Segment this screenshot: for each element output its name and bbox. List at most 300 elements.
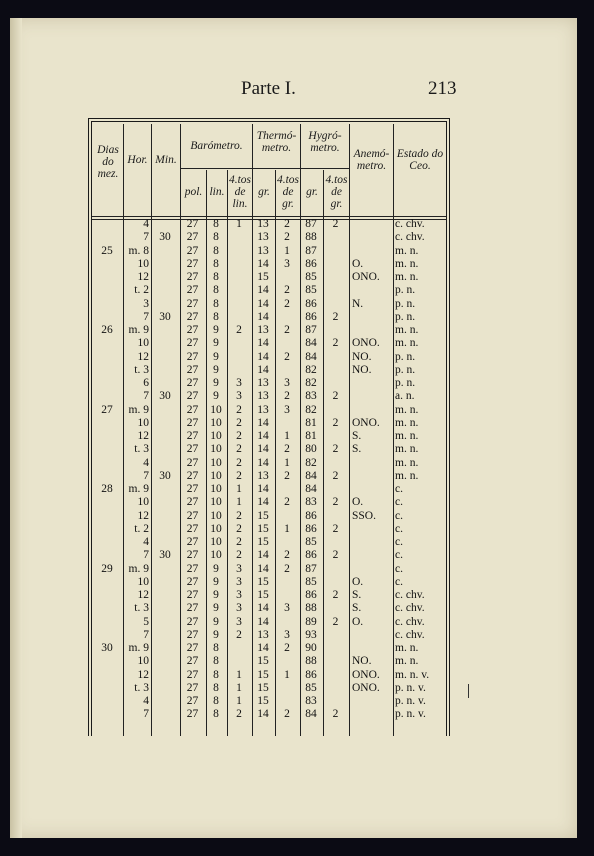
cell-anemometro: O. xyxy=(352,575,364,588)
cell-anemometro: S. xyxy=(352,602,362,615)
cell-pol: 27 xyxy=(186,218,199,230)
cell-estado: c. xyxy=(395,536,403,548)
cell-hygro-gr: 85 xyxy=(305,536,317,548)
cell-estado: m. n. xyxy=(395,271,419,283)
cell-thermo-gr: 13 xyxy=(257,377,269,389)
cell-estado: p. n. xyxy=(395,363,416,376)
cell-quartos-lin: 1 xyxy=(236,695,242,707)
cell-thermo-gr: 14 xyxy=(257,310,269,323)
cell-thermo-gr: 14 xyxy=(257,443,269,456)
cell-pol: 27 xyxy=(186,297,199,310)
cell-estado: p. n. v. xyxy=(395,695,426,707)
cell-hor: 5 xyxy=(143,615,149,628)
cell-pol: 27 xyxy=(186,642,199,654)
cell-hor: 10 xyxy=(137,257,149,270)
cell-lin: 10 xyxy=(210,496,222,509)
cell-dia: 29 xyxy=(101,562,113,575)
cell-thermo-quartos: 1 xyxy=(284,522,290,535)
cell-hygro-gr: 83 xyxy=(305,390,317,403)
cell-lin: 9 xyxy=(213,589,219,601)
cell-lin: 9 xyxy=(213,390,219,403)
header-dias: Dias do mez. xyxy=(97,144,119,180)
cell-hor: 10 xyxy=(137,416,149,429)
cell-quartos-lin: 2 xyxy=(236,536,242,548)
cell-thermo-gr: 13 xyxy=(257,324,269,336)
cell-estado: m. n. xyxy=(395,337,419,350)
cell-pol: 27 xyxy=(186,536,199,548)
cell-thermo-gr: 14 xyxy=(257,642,269,654)
header-quartos-gr-thermo: 4.tos de gr. xyxy=(276,174,300,210)
cell-anemometro: N. xyxy=(352,297,364,310)
cell-thermo-gr: 13 xyxy=(257,231,269,244)
cell-pol: 27 xyxy=(186,549,199,562)
cell-hygro-quartos: 2 xyxy=(332,589,339,601)
cell-hor: 12 xyxy=(137,430,149,442)
cell-pol: 27 xyxy=(186,350,199,363)
header-bottom-rule xyxy=(92,216,446,217)
cell-hygro-gr: 81 xyxy=(305,430,317,442)
cell-pol: 27 xyxy=(186,244,199,257)
cell-estado: c. chv. xyxy=(395,218,425,230)
cell-thermo-quartos: 2 xyxy=(284,496,290,509)
cell-thermo-gr: 14 xyxy=(257,602,269,615)
cell-hor: 12 xyxy=(137,509,149,522)
cell-estado: c. xyxy=(395,522,403,535)
cell-thermo-gr: 15 xyxy=(257,589,269,601)
cell-hor: 7 xyxy=(143,708,149,721)
cell-thermo-quartos: 2 xyxy=(284,469,290,482)
cell-hor: 12 xyxy=(137,271,149,283)
cell-pol: 27 xyxy=(186,271,199,283)
cell-pol: 27 xyxy=(186,363,199,376)
cell-hygro-gr: 84 xyxy=(305,708,317,721)
cell-estado: c. chv. xyxy=(395,589,425,601)
cell-lin: 10 xyxy=(210,430,222,442)
cell-quartos-lin: 3 xyxy=(236,390,242,403)
cell-estado: c. chv. xyxy=(395,615,425,628)
cell-hygro-quartos: 2 xyxy=(332,337,339,350)
cell-anemometro: ONO. xyxy=(352,668,380,681)
cell-lin: 9 xyxy=(213,615,219,628)
cell-thermo-quartos: 2 xyxy=(284,297,290,310)
cell-anemometro: S. xyxy=(352,430,362,442)
cell-estado: c. xyxy=(395,549,403,562)
cell-thermo-gr: 15 xyxy=(257,655,269,668)
cell-estado: c. xyxy=(395,483,403,495)
cell-hygro-quartos: 2 xyxy=(332,708,339,721)
cell-hygro-gr: 90 xyxy=(305,642,317,654)
cell-lin: 8 xyxy=(213,668,219,681)
cell-lin: 9 xyxy=(213,628,219,641)
cell-quartos-lin: 1 xyxy=(236,218,242,230)
cell-quartos-lin: 2 xyxy=(236,443,242,456)
cell-quartos-lin: 3 xyxy=(236,589,242,601)
cell-hor: 7 xyxy=(143,231,149,244)
cell-pol: 27 xyxy=(186,443,199,456)
cell-thermo-quartos: 2 xyxy=(284,708,290,721)
cell-estado: c. xyxy=(395,575,403,588)
cell-hor: m. 8 xyxy=(128,244,149,257)
cell-pol: 27 xyxy=(186,562,199,575)
cell-lin: 10 xyxy=(210,509,222,522)
cell-hygro-gr: 85 xyxy=(305,681,317,694)
cell-hygro-gr: 86 xyxy=(305,522,317,535)
cell-estado: m. n. xyxy=(395,469,419,482)
cell-lin: 8 xyxy=(213,231,219,244)
cell-thermo-gr: 15 xyxy=(257,271,269,283)
cell-hygro-gr: 83 xyxy=(305,695,317,707)
cell-quartos-lin: 3 xyxy=(236,615,242,628)
cell-thermo-quartos: 3 xyxy=(284,377,290,389)
cell-lin: 8 xyxy=(213,655,219,668)
cell-thermo-quartos: 2 xyxy=(284,231,290,244)
cell-lin: 9 xyxy=(213,562,219,575)
cell-hygro-gr: 84 xyxy=(305,337,317,350)
cell-quartos-lin: 2 xyxy=(236,549,242,562)
cell-lin: 9 xyxy=(213,377,219,389)
cell-lin: 9 xyxy=(213,324,219,336)
cell-pol: 27 xyxy=(186,416,199,429)
cell-hygro-gr: 86 xyxy=(305,257,317,270)
cell-pol: 27 xyxy=(186,430,199,442)
cell-anemometro: ONO. xyxy=(352,337,380,350)
cell-hor: t. 3 xyxy=(134,602,149,615)
cell-quartos-lin: 2 xyxy=(236,469,242,482)
cell-hor: 10 xyxy=(137,496,149,509)
cell-thermo-gr: 15 xyxy=(257,509,269,522)
cell-hygro-gr: 82 xyxy=(305,456,317,469)
cell-min: 30 xyxy=(159,310,171,323)
cell-quartos-lin: 2 xyxy=(236,509,242,522)
cell-thermo-quartos: 2 xyxy=(284,350,290,363)
cell-pol: 27 xyxy=(186,681,199,694)
cell-hygro-gr: 86 xyxy=(305,589,317,601)
cell-anemometro: ONO. xyxy=(352,416,380,429)
cell-hor: 10 xyxy=(137,575,149,588)
cell-pol: 27 xyxy=(186,628,199,641)
cell-thermo-gr: 15 xyxy=(257,668,269,681)
cell-hygro-quartos: 2 xyxy=(332,443,339,456)
cell-hygro-quartos: 2 xyxy=(332,469,339,482)
cell-hygro-gr: 87 xyxy=(305,324,317,336)
cell-lin: 9 xyxy=(213,350,219,363)
header-hygrometro: Hygró- metro. xyxy=(308,130,342,154)
cell-hor: 3 xyxy=(143,297,149,310)
cell-hor: 6 xyxy=(143,377,149,389)
cell-pol: 27 xyxy=(186,708,199,721)
cell-pol: 27 xyxy=(186,589,199,601)
cell-estado: m. n. xyxy=(395,403,419,416)
cell-thermo-quartos: 2 xyxy=(284,218,290,230)
cell-pol: 27 xyxy=(186,483,199,495)
cell-lin: 10 xyxy=(210,469,222,482)
cell-anemometro: ONO. xyxy=(352,681,380,694)
cell-thermo-gr: 15 xyxy=(257,536,269,548)
cell-pol: 27 xyxy=(186,522,199,535)
cell-hygro-gr: 87 xyxy=(305,218,317,230)
cell-anemometro: S. xyxy=(352,443,362,456)
cell-lin: 8 xyxy=(213,708,219,721)
cell-thermo-quartos: 3 xyxy=(284,257,290,270)
cell-hygro-gr: 85 xyxy=(305,575,317,588)
cell-lin: 8 xyxy=(213,218,219,230)
cell-thermo-gr: 13 xyxy=(257,628,269,641)
cell-pol: 27 xyxy=(186,257,199,270)
cell-estado: c. chv. xyxy=(395,628,425,641)
cell-hor: t. 2 xyxy=(134,284,149,297)
cell-hygro-gr: 88 xyxy=(305,655,317,668)
cell-lin: 8 xyxy=(213,681,219,694)
cell-estado: p. n. xyxy=(395,377,416,389)
cell-estado: m. n. xyxy=(395,655,419,668)
cell-hor: 12 xyxy=(137,668,149,681)
header-gr-thermo: gr. xyxy=(258,186,270,198)
cell-pol: 27 xyxy=(186,575,199,588)
cell-lin: 8 xyxy=(213,284,219,297)
cell-hygro-gr: 82 xyxy=(305,377,317,389)
cell-lin: 10 xyxy=(210,443,222,456)
cell-anemometro: O. xyxy=(352,615,364,628)
cell-pol: 27 xyxy=(186,668,199,681)
cell-lin: 10 xyxy=(210,416,222,429)
cell-pol: 27 xyxy=(186,324,199,336)
cell-hor: m. 9 xyxy=(128,324,149,336)
cell-hygro-gr: 81 xyxy=(305,416,317,429)
cell-hygro-quartos: 2 xyxy=(332,390,339,403)
cell-hor: m. 9 xyxy=(128,562,149,575)
cell-quartos-lin: 2 xyxy=(236,416,242,429)
cell-quartos-lin: 3 xyxy=(236,575,242,588)
cell-min: 30 xyxy=(159,390,171,403)
cell-estado: m. n. xyxy=(395,456,419,469)
cell-hygro-gr: 84 xyxy=(305,469,317,482)
cell-hor: 10 xyxy=(137,337,149,350)
cell-thermo-gr: 14 xyxy=(257,337,269,350)
cell-thermo-gr: 14 xyxy=(257,350,269,363)
cell-thermo-quartos: 1 xyxy=(284,668,290,681)
cell-estado: c. xyxy=(395,562,403,575)
cell-quartos-lin: 2 xyxy=(236,708,242,721)
cell-thermo-gr: 14 xyxy=(257,549,269,562)
cell-hor: 7 xyxy=(143,310,149,323)
cell-anemometro: NO. xyxy=(352,363,372,376)
cell-min: 30 xyxy=(159,549,171,562)
cell-hygro-quartos: 2 xyxy=(332,615,339,628)
cell-pol: 27 xyxy=(186,284,199,297)
cell-dia: 28 xyxy=(101,483,113,495)
cell-anemometro: O. xyxy=(352,257,364,270)
cell-estado: p. n. xyxy=(395,350,416,363)
cell-hygro-gr: 88 xyxy=(305,231,317,244)
cell-lin: 10 xyxy=(210,549,222,562)
cell-pol: 27 xyxy=(186,602,199,615)
cell-quartos-lin: 2 xyxy=(236,430,242,442)
cell-hor: 7 xyxy=(143,390,149,403)
header-anemometro: Anemó- metro. xyxy=(353,148,390,172)
cell-lin: 8 xyxy=(213,257,219,270)
cell-thermo-quartos: 1 xyxy=(284,430,290,442)
cell-pol: 27 xyxy=(186,310,199,323)
cell-estado: m. n. xyxy=(395,244,419,257)
cell-hygro-gr: 87 xyxy=(305,562,317,575)
cell-lin: 10 xyxy=(210,536,222,548)
cell-hor: 4 xyxy=(143,218,149,230)
cell-hor: t. 3 xyxy=(134,681,149,694)
cell-hygro-gr: 85 xyxy=(305,284,317,297)
header-hor: Hor. xyxy=(127,154,148,166)
header-estado: Estado do Ceo. xyxy=(396,148,444,172)
cell-hor: t. 2 xyxy=(134,522,149,535)
cell-thermo-quartos: 2 xyxy=(284,562,290,575)
cell-estado: p. n. v. xyxy=(395,708,426,721)
cell-hygro-gr: 85 xyxy=(305,271,317,283)
cell-min: 30 xyxy=(159,231,171,244)
cell-quartos-lin: 2 xyxy=(236,324,242,336)
cell-lin: 9 xyxy=(213,363,219,376)
cell-lin: 9 xyxy=(213,602,219,615)
cell-hygro-gr: 86 xyxy=(305,310,317,323)
cell-quartos-lin: 2 xyxy=(236,628,242,641)
cell-hor: 4 xyxy=(143,695,149,707)
cell-lin: 8 xyxy=(213,642,219,654)
cell-hor: 7 xyxy=(143,469,149,482)
header-quartos-lin: 4.tos de lin. xyxy=(228,174,252,210)
cell-pol: 27 xyxy=(186,615,199,628)
cell-thermo-quartos: 2 xyxy=(284,284,290,297)
cell-estado: m. n. xyxy=(395,416,419,429)
cell-thermo-gr: 14 xyxy=(257,430,269,442)
cell-pol: 27 xyxy=(186,337,199,350)
header-min: Min. xyxy=(155,154,177,166)
cell-estado: p. n. v. xyxy=(395,681,426,694)
cell-estado: m. n. xyxy=(395,430,419,442)
cell-hygro-gr: 84 xyxy=(305,483,317,495)
header-thermometro: Thermó- metro. xyxy=(256,130,297,154)
cell-thermo-gr: 14 xyxy=(257,363,269,376)
header-pol: pol. xyxy=(184,186,203,198)
cell-hygro-gr: 88 xyxy=(305,602,317,615)
cell-hygro-gr: 80 xyxy=(305,443,317,456)
cell-pol: 27 xyxy=(186,390,199,403)
cell-lin: 8 xyxy=(213,297,219,310)
cell-lin: 10 xyxy=(210,483,222,495)
cell-lin: 10 xyxy=(210,456,222,469)
cell-hygro-gr: 83 xyxy=(305,496,317,509)
header-quartos-gr-hygro: 4.tos de gr. xyxy=(325,174,348,210)
cell-pol: 27 xyxy=(186,695,199,707)
cell-pol: 27 xyxy=(186,469,199,482)
cell-thermo-gr: 15 xyxy=(257,695,269,707)
cell-lin: 8 xyxy=(213,310,219,323)
cell-hor: 4 xyxy=(143,536,149,548)
cell-pol: 27 xyxy=(186,456,199,469)
cell-thermo-quartos: 2 xyxy=(284,642,290,654)
cell-hygro-gr: 87 xyxy=(305,244,317,257)
cell-quartos-lin: 1 xyxy=(236,681,242,694)
subheader-rule xyxy=(180,168,349,169)
cell-estado: p. n. xyxy=(395,297,416,310)
cell-hygro-quartos: 2 xyxy=(332,416,339,429)
header-lin: lin. xyxy=(209,186,225,198)
header-gr-hygro: gr. xyxy=(306,186,318,198)
cell-thermo-gr: 14 xyxy=(257,615,269,628)
cell-hygro-quartos: 2 xyxy=(332,310,339,323)
cell-anemometro: ONO. xyxy=(352,271,380,283)
cell-hor: m. 9 xyxy=(128,642,149,654)
cell-anemometro: SSO. xyxy=(352,509,376,522)
cell-hygro-quartos: 2 xyxy=(332,549,339,562)
cell-hygro-gr: 82 xyxy=(305,363,317,376)
cell-pol: 27 xyxy=(186,403,199,416)
cell-estado: m. n. xyxy=(395,324,419,336)
cell-thermo-gr: 14 xyxy=(257,284,269,297)
cell-hor: 4 xyxy=(143,456,149,469)
cell-quartos-lin: 2 xyxy=(236,456,242,469)
cell-pol: 27 xyxy=(186,496,199,509)
cell-lin: 10 xyxy=(210,522,222,535)
cell-quartos-lin: 2 xyxy=(236,403,242,416)
cell-hor: m. 9 xyxy=(128,483,149,495)
cell-hor: t. 3 xyxy=(134,363,149,376)
cell-hygro-gr: 89 xyxy=(305,615,317,628)
page-header-title: Parte I. xyxy=(241,78,296,99)
cell-hor: m. 9 xyxy=(128,403,149,416)
cell-quartos-lin: 3 xyxy=(236,562,242,575)
cell-estado: m. n. v. xyxy=(395,668,430,681)
cell-lin: 10 xyxy=(210,403,222,416)
cell-hygro-gr: 86 xyxy=(305,509,317,522)
cell-thermo-quartos: 2 xyxy=(284,390,290,403)
cell-hygro-gr: 84 xyxy=(305,350,317,363)
cell-hor: 7 xyxy=(143,549,149,562)
header-barometro: Barómetro. xyxy=(190,140,243,152)
cell-anemometro: O. xyxy=(352,496,364,509)
cell-thermo-quartos: 1 xyxy=(284,244,290,257)
cell-thermo-quartos: 2 xyxy=(284,324,290,336)
cell-estado: c. chv. xyxy=(395,602,425,615)
cell-quartos-lin: 3 xyxy=(236,377,242,389)
cell-thermo-gr: 14 xyxy=(257,496,269,509)
cell-thermo-quartos: 3 xyxy=(284,602,290,615)
cell-estado: a. n. xyxy=(395,390,415,403)
cell-pol: 27 xyxy=(186,231,199,244)
cell-hygro-gr: 86 xyxy=(305,668,317,681)
cell-thermo-gr: 13 xyxy=(257,390,269,403)
cell-thermo-quartos: 1 xyxy=(284,456,290,469)
cell-thermo-gr: 13 xyxy=(257,469,269,482)
cell-thermo-gr: 15 xyxy=(257,681,269,694)
cell-dia: 26 xyxy=(101,324,113,336)
cell-hygro-quartos: 2 xyxy=(332,496,339,509)
cell-estado: m. n. xyxy=(395,642,419,654)
cell-quartos-lin: 1 xyxy=(236,483,242,495)
cell-estado: m. n. xyxy=(395,257,419,270)
cell-thermo-gr: 15 xyxy=(257,522,269,535)
margin-mark xyxy=(468,684,469,698)
cell-quartos-lin: 3 xyxy=(236,602,242,615)
cell-hygro-quartos: 2 xyxy=(332,218,339,230)
cell-hor: 7 xyxy=(143,628,149,641)
cell-thermo-gr: 13 xyxy=(257,244,269,257)
cell-hor: 12 xyxy=(137,589,149,601)
cell-lin: 8 xyxy=(213,244,219,257)
cell-thermo-gr: 14 xyxy=(257,483,269,495)
cell-estado: p. n. xyxy=(395,284,416,297)
cell-quartos-lin: 1 xyxy=(236,496,242,509)
cell-thermo-gr: 13 xyxy=(257,218,269,230)
cell-pol: 27 xyxy=(186,509,199,522)
cell-hor: 10 xyxy=(137,655,149,668)
